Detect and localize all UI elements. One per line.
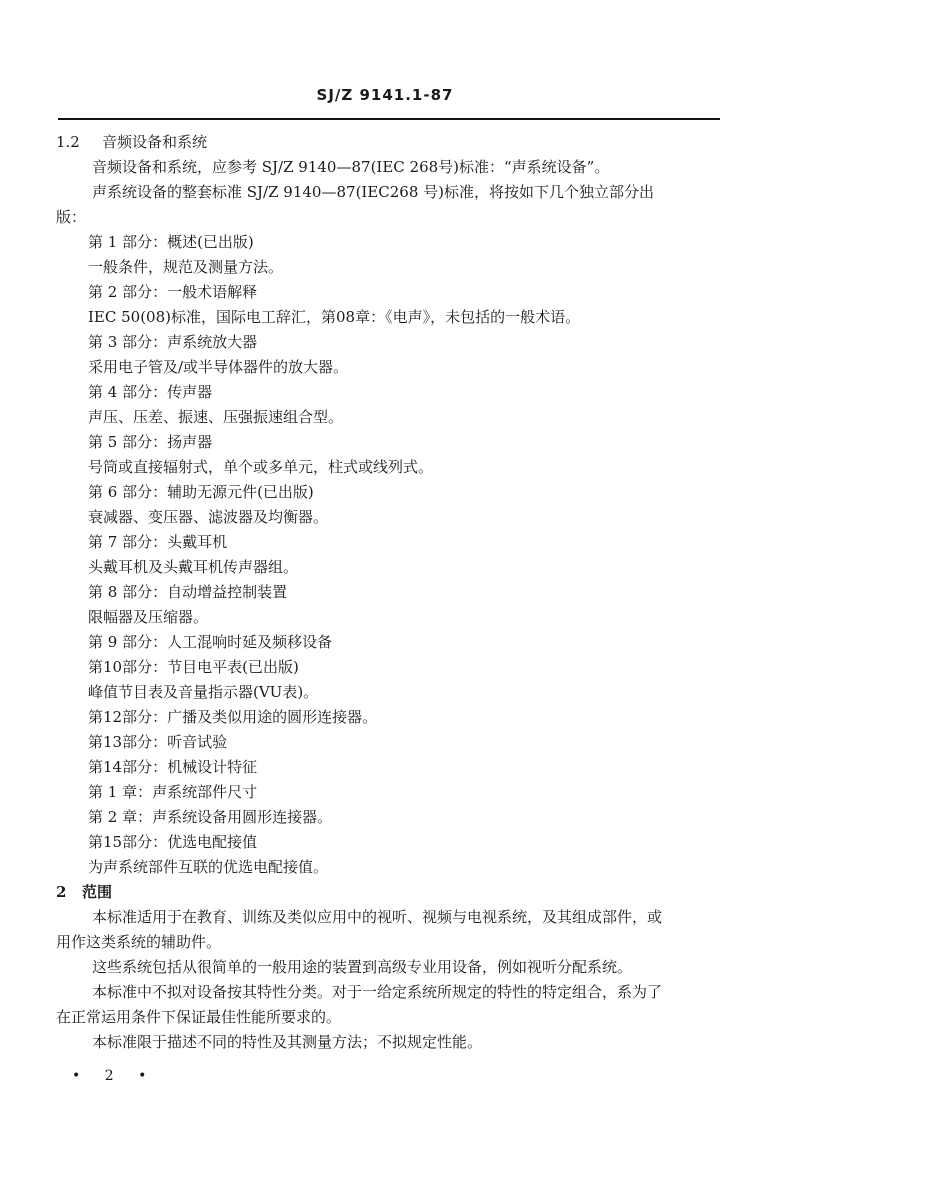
part-title: 第 7 部分：头戴耳机 — [88, 533, 228, 551]
header-rule — [58, 118, 720, 120]
part-title: 第 3 部分：声系统放大器 — [88, 333, 258, 351]
section-number: 2 — [56, 883, 67, 901]
section-1-2-heading — [56, 130, 721, 155]
part-title: 第10部分：节目电平表(已出版) — [88, 658, 299, 676]
part-description: 声压、压差、振速、压强振速组合型。 — [88, 408, 344, 426]
paragraph: 这些系统包括从很简单的一般用途的装置到高级专业用设备，例如视听分配系统。 — [92, 958, 633, 976]
part-title: 第 8 部分：自动增益控制装置 — [88, 583, 288, 601]
part-description: 峰值节目表及音量指示器(VU表)。 — [88, 683, 319, 701]
paragraph: 本标准限于描述不同的特性及其测量方法；不拟规定性能。 — [92, 1033, 483, 1051]
part-title: 第 4 部分：传声器 — [88, 383, 213, 401]
section-title: 音频设备和系统 — [102, 133, 208, 151]
section-title: 范围 — [82, 883, 113, 901]
part-title: 第12部分：广播及类似用途的圆形连接器。 — [88, 708, 378, 726]
part-title: 第15部分：优选电配接值 — [88, 833, 258, 851]
part-title: 第14部分：机械设计特征 — [88, 758, 258, 776]
document-code-header: SJ/Z 9141.1-87 — [316, 86, 454, 104]
part-description: IEC 50(08)标准，国际电工辞汇，第08章：《电声》，未包括的一般术语。 — [88, 308, 581, 326]
part-description: 为声系统部件互联的优选电配接值。 — [88, 858, 329, 876]
part-title: 第 6 部分：辅助无源元件(已出版) — [88, 483, 314, 501]
paragraph: 本标准适用于在教育、训练及类似应用中的视听、视频与电视系统，及其组成部件，或 — [92, 908, 663, 926]
page-body — [56, 130, 721, 1055]
part-title: 第13部分：听音试验 — [88, 733, 228, 751]
chapter-title: 第 1 章：声系统部件尺寸 — [88, 783, 258, 801]
chapter-title: 第 2 章：声系统设备用圆形连接器。 — [88, 808, 333, 826]
part-description: 一般条件，规范及测量方法。 — [88, 258, 284, 276]
part-description: 限幅器及压缩器。 — [88, 608, 209, 626]
section-2-heading — [56, 880, 721, 905]
part-title: 第 5 部分：扬声器 — [88, 433, 213, 451]
paragraph-continuation: 用作这类系统的辅助件。 — [56, 933, 222, 951]
paragraph: 音频设备和系统，应参考 SJ/Z 9140—87(IEC 268号)标准：“声系统设备”。 — [92, 158, 610, 176]
paragraph-continuation: 版： — [56, 208, 87, 226]
part-title: 第 2 部分：一般术语解释 — [88, 283, 258, 301]
part-description: 衰减器、变压器、滤波器及均衡器。 — [88, 508, 329, 526]
part-title: 第 1 部分：概述(已出版) — [88, 233, 254, 251]
page-number: • 2 • — [72, 1068, 157, 1084]
paragraph: 本标准中不拟对设备按其特性分类。对于一给定系统所规定的特性的特定组合，系为了 — [92, 983, 663, 1001]
paragraph: 声系统设备的整套标准 SJ/Z 9140—87(IEC268 号)标准，将按如下几个独立部分出 — [92, 183, 655, 201]
section-number: 1.2 — [56, 133, 80, 151]
part-description: 号筒或直接辐射式，单个或多单元，柱式或线列式。 — [88, 458, 434, 476]
part-title: 第 9 部分：人工混响时延及频移设备 — [88, 633, 333, 651]
paragraph-continuation: 在正常运用条件下保证最佳性能所要求的。 — [56, 1008, 342, 1026]
part-description: 头戴耳机及头戴耳机传声器组。 — [88, 558, 299, 576]
part-description: 采用电子管及/或半导体器件的放大器。 — [88, 358, 349, 376]
